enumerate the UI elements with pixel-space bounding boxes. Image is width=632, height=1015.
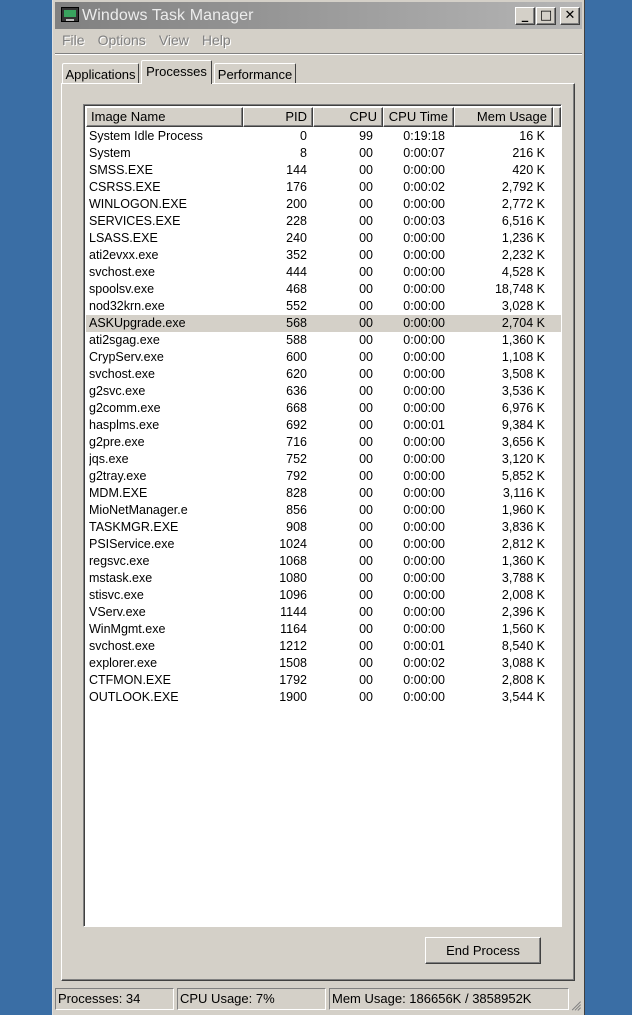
process-mem-usage: 2,812 K [501,537,545,551]
menu-bar [61,32,243,52]
process-pid: 144 [286,163,307,177]
window-title: Windows Task Manager [82,7,254,24]
process-name: svchost.exe [89,265,156,279]
process-mem-usage: 1,360 K [501,333,545,347]
process-cpu-time: 0:00:00 [403,469,445,483]
process-pid: 620 [286,367,307,381]
process-mem-usage: 9,384 K [501,418,545,432]
process-mem-usage: 2,808 K [501,673,545,687]
process-name: mstask.exe [89,571,153,585]
process-cpu: 00 [359,367,373,381]
menu-help[interactable]: Help [201,32,231,48]
process-pid: 240 [286,231,307,245]
table-row[interactable] [86,468,561,485]
tab-processes[interactable]: Processes [141,60,212,84]
table-row[interactable] [86,451,561,468]
process-cpu: 00 [359,452,373,466]
process-pid: 856 [286,503,307,517]
process-pid: 1144 [280,605,307,619]
process-name: WinMgmt.exe [89,622,166,636]
table-row[interactable] [86,315,561,332]
maximize-button[interactable]: □ [536,7,556,25]
table-row[interactable] [86,655,561,672]
process-name: g2tray.exe [89,469,147,483]
status-mem-usage: Mem Usage: 186656K / 3858952K [329,988,569,1010]
process-pid: 176 [286,180,307,194]
process-pid: 568 [286,316,307,330]
process-pid: 1068 [279,554,307,568]
process-cpu-time: 0:00:00 [403,571,445,585]
process-cpu-time: 0:00:00 [403,316,445,330]
process-mem-usage: 2,772 K [501,197,545,211]
process-mem-usage: 3,544 K [501,690,545,704]
processes-panel [61,83,575,981]
process-mem-usage: 216 K [512,146,545,160]
process-mem-usage: 3,836 K [501,520,545,534]
process-pid: 692 [286,418,307,432]
minimize-button[interactable]: _ [515,7,535,25]
table-row[interactable] [86,196,561,213]
table-row[interactable] [86,162,561,179]
process-cpu: 00 [359,231,373,245]
table-row[interactable] [86,281,561,298]
process-cpu: 00 [359,469,373,483]
table-row[interactable] [86,519,561,536]
process-cpu-time: 0:00:00 [403,520,445,534]
process-cpu-time: 0:00:00 [403,350,445,364]
process-mem-usage: 16 K [519,129,545,143]
table-row[interactable] [86,383,561,400]
process-mem-usage: 3,116 K [502,486,545,500]
process-pid: 1792 [279,673,307,687]
process-cpu-time: 0:00:00 [403,690,445,704]
process-mem-usage: 18,748 K [494,282,545,296]
process-mem-usage: 1,560 K [501,622,545,636]
table-row[interactable] [86,332,561,349]
table-row[interactable] [86,400,561,417]
process-name: svchost.exe [89,639,156,653]
table-row[interactable] [86,179,561,196]
process-cpu-time: 0:00:00 [403,554,445,568]
process-cpu-time: 0:00:00 [403,537,445,551]
process-cpu: 00 [359,554,373,568]
process-mem-usage: 3,788 K [501,571,545,585]
process-cpu: 00 [359,622,373,636]
process-name: g2pre.exe [89,435,145,449]
table-row[interactable] [86,570,561,587]
table-row[interactable] [86,638,561,655]
process-name: hasplms.exe [89,418,160,432]
process-mem-usage: 4,528 K [501,265,545,279]
process-name: jqs.exe [89,452,129,466]
process-mem-usage: 3,656 K [501,435,545,449]
process-cpu-time: 0:00:00 [403,452,445,466]
end-process-button[interactable]: End Process [425,937,541,964]
process-pid: 228 [286,214,307,228]
process-mem-usage: 6,976 K [501,401,545,415]
table-row[interactable] [86,128,561,145]
process-pid: 1096 [279,588,307,602]
process-mem-usage: 2,232 K [501,248,545,262]
process-cpu: 00 [359,605,373,619]
process-cpu: 00 [359,350,373,364]
process-cpu-time: 0:00:00 [403,231,445,245]
process-cpu: 00 [359,265,373,279]
table-row[interactable] [86,417,561,434]
table-row[interactable] [86,553,561,570]
status-cpu-usage: CPU Usage: 7% [177,988,326,1010]
process-pid: 716 [286,435,307,449]
menu-separator [55,53,582,55]
process-name: WINLOGON.EXE [89,197,187,211]
process-cpu: 99 [359,129,373,143]
table-row[interactable] [86,485,561,502]
process-pid: 636 [286,384,307,398]
process-mem-usage: 6,516 K [501,214,545,228]
table-row[interactable] [86,434,561,451]
process-pid: 552 [286,299,307,313]
process-cpu-time: 0:00:01 [403,639,445,653]
process-cpu: 00 [359,537,373,551]
process-cpu: 00 [359,401,373,415]
process-pid: 588 [286,333,307,347]
process-cpu-time: 0:00:00 [403,401,445,415]
process-pid: 1080 [279,571,307,585]
table-row[interactable] [86,145,561,162]
table-row[interactable] [86,587,561,604]
process-mem-usage: 1,360 K [501,554,545,568]
process-cpu: 00 [359,418,373,432]
process-rows [86,128,561,706]
process-cpu-time: 0:00:00 [403,367,445,381]
process-name: TASKMGR.EXE [89,520,179,534]
process-name: ati2sgag.exe [89,333,160,347]
column-mem-usage[interactable]: Mem Usage [454,107,553,127]
table-row[interactable] [86,213,561,230]
title-bar[interactable] [55,2,582,29]
process-cpu: 00 [359,282,373,296]
process-pid: 752 [286,452,307,466]
process-cpu-time: 0:00:00 [403,248,445,262]
tab-applications[interactable]: Applications [62,63,139,84]
process-mem-usage: 420 K [512,163,545,177]
close-button[interactable]: ✕ [560,7,580,25]
process-cpu-time: 0:00:01 [403,418,445,432]
process-cpu-time: 0:00:02 [403,180,445,194]
column-filler [553,107,561,127]
process-name: g2svc.exe [89,384,146,398]
process-name: ASKUpgrade.exe [89,316,186,330]
process-cpu: 00 [359,316,373,330]
process-cpu: 00 [359,520,373,534]
process-cpu: 00 [359,248,373,262]
process-cpu: 00 [359,656,373,670]
process-mem-usage: 3,508 K [501,367,545,381]
process-name: SERVICES.EXE [89,214,181,228]
process-pid: 200 [286,197,307,211]
process-cpu-time: 0:00:00 [403,435,445,449]
process-name: CTFMON.EXE [89,673,171,687]
process-name: stisvc.exe [89,588,144,602]
column-cpu[interactable]: CPU [313,107,383,127]
process-cpu: 00 [359,299,373,313]
process-cpu-time: 0:00:00 [403,384,445,398]
resize-grip-icon[interactable] [567,997,581,1011]
process-cpu: 00 [359,503,373,517]
process-cpu-time: 0:00:00 [403,299,445,313]
table-row[interactable] [86,264,561,281]
table-row[interactable] [86,672,561,689]
process-pid: 908 [286,520,307,534]
process-pid: 1900 [279,690,307,704]
table-row[interactable] [86,502,561,519]
process-cpu: 00 [359,435,373,449]
table-row[interactable] [86,247,561,264]
process-mem-usage: 3,088 K [501,656,545,670]
process-pid: 1508 [279,656,307,670]
process-cpu-time: 0:00:02 [403,656,445,670]
table-row[interactable] [86,230,561,247]
process-cpu: 00 [359,673,373,687]
process-name: System Idle Process [89,129,203,143]
process-mem-usage: 2,008 K [501,588,545,602]
process-mem-usage: 5,852 K [501,469,545,483]
status-bar [55,988,582,1012]
process-cpu: 00 [359,639,373,653]
process-mem-usage: 3,536 K [501,384,545,398]
table-row[interactable] [86,621,561,638]
process-pid: 468 [286,282,307,296]
task-manager-icon [61,7,79,22]
process-name: MioNetManager.e [89,503,188,517]
process-name: OUTLOOK.EXE [89,690,179,704]
process-mem-usage: 1,236 K [501,231,545,245]
process-cpu: 00 [359,180,373,194]
process-pid: 352 [286,248,307,262]
process-mem-usage: 3,028 K [501,299,545,313]
process-name: ati2evxx.exe [89,248,159,262]
menu-view[interactable]: View [158,32,189,48]
process-name: CrypServ.exe [89,350,164,364]
process-list[interactable] [83,104,562,927]
process-cpu: 00 [359,384,373,398]
process-cpu: 00 [359,333,373,347]
process-mem-usage: 2,396 K [501,605,545,619]
process-cpu-time: 0:00:07 [403,146,445,160]
process-mem-usage: 2,704 K [501,316,545,330]
process-mem-usage: 1,960 K [501,503,545,517]
process-cpu-time: 0:19:18 [403,129,445,143]
process-pid: 1024 [279,537,307,551]
process-name: CSRSS.EXE [89,180,161,194]
process-mem-usage: 8,540 K [501,639,545,653]
process-cpu: 00 [359,486,373,500]
process-mem-usage: 1,108 K [501,350,545,364]
process-cpu-time: 0:00:00 [403,673,445,687]
process-cpu-time: 0:00:00 [403,163,445,177]
table-row[interactable] [86,689,561,706]
table-row[interactable] [86,604,561,621]
process-name: nod32krn.exe [89,299,165,313]
column-cpu-time[interactable]: CPU Time [383,107,454,127]
process-pid: 600 [286,350,307,364]
process-cpu: 00 [359,146,373,160]
table-row[interactable] [86,298,561,315]
process-cpu: 00 [359,163,373,177]
process-cpu: 00 [359,571,373,585]
process-cpu-time: 0:00:00 [403,282,445,296]
process-cpu-time: 0:00:00 [403,503,445,517]
process-mem-usage: 3,120 K [501,452,545,466]
list-header [86,107,561,127]
process-cpu: 00 [359,588,373,602]
process-pid: 1212 [279,639,307,653]
process-pid: 792 [286,469,307,483]
process-pid: 1164 [280,622,307,636]
process-pid: 0 [300,129,307,143]
process-name: svchost.exe [89,367,156,381]
process-pid: 668 [286,401,307,415]
process-cpu-time: 0:00:03 [403,214,445,228]
table-row[interactable] [86,536,561,553]
process-name: MDM.EXE [89,486,148,500]
process-cpu: 00 [359,690,373,704]
process-cpu-time: 0:00:00 [403,197,445,211]
process-pid: 828 [286,486,307,500]
process-pid: 8 [300,146,307,160]
menu-options[interactable]: Options [97,32,146,48]
process-cpu: 00 [359,197,373,211]
process-name: SMSS.EXE [89,163,153,177]
process-mem-usage: 2,792 K [501,180,545,194]
process-name: regsvc.exe [89,554,150,568]
process-name: System [89,146,131,160]
process-cpu-time: 0:00:00 [403,333,445,347]
process-cpu-time: 0:00:00 [403,588,445,602]
process-name: VServ.exe [89,605,146,619]
column-image-name[interactable]: Image Name [86,107,243,127]
process-cpu-time: 0:00:00 [403,622,445,636]
process-pid: 444 [286,265,307,279]
process-cpu-time: 0:00:00 [403,265,445,279]
process-name: explorer.exe [89,656,158,670]
process-name: LSASS.EXE [89,231,158,245]
process-name: g2comm.exe [89,401,161,415]
menu-file[interactable]: File [62,32,85,48]
table-row[interactable] [86,349,561,366]
column-pid[interactable]: PID [243,107,313,127]
task-manager-window [52,0,585,1015]
process-name: PSIService.exe [89,537,175,551]
status-processes: Processes: 34 [55,988,174,1010]
table-row[interactable] [86,366,561,383]
process-name: spoolsv.exe [89,282,155,296]
tab-performance[interactable]: Performance [214,63,296,84]
process-cpu: 00 [359,214,373,228]
process-cpu-time: 0:00:00 [403,486,445,500]
process-cpu-time: 0:00:00 [403,605,445,619]
